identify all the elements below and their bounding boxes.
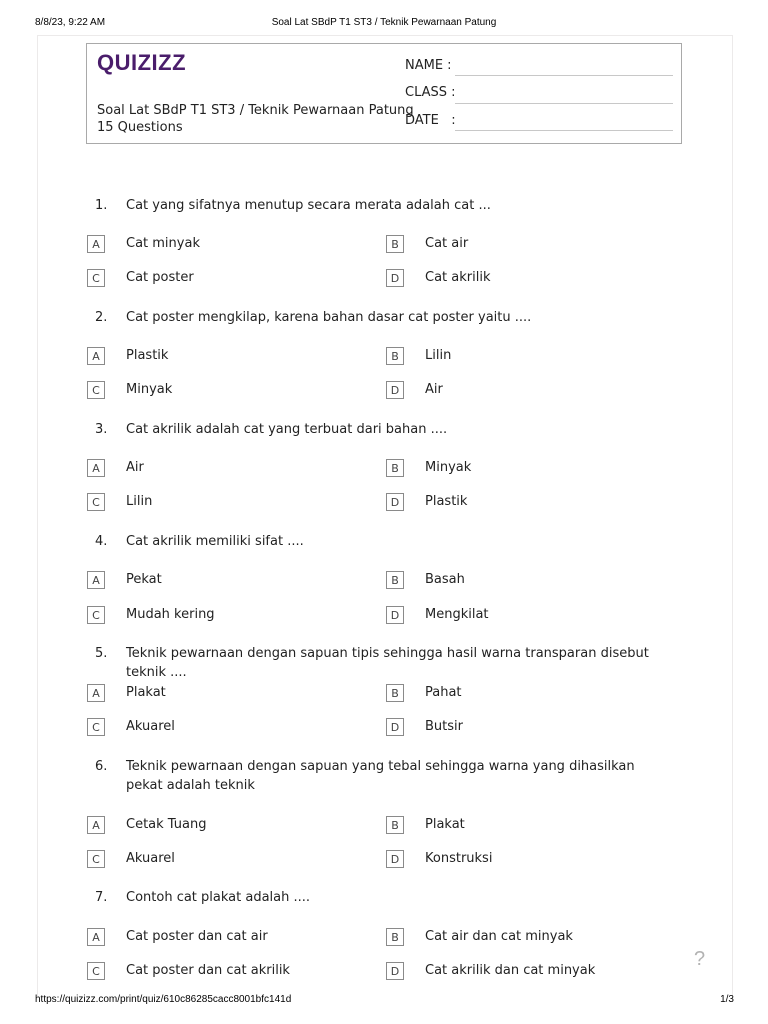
option-text: Cat akrilik dan cat minyak <box>425 963 596 978</box>
quiz-title: Soal Lat SBdP T1 ST3 / Teknik Pewarnaan Patung <box>97 103 414 118</box>
date-label: DATE : <box>405 113 456 128</box>
option-text: Pahat <box>425 685 462 700</box>
option-text: Minyak <box>425 460 472 475</box>
print-title: Soal Lat SBdP T1 ST3 / Teknik Pewarnaan Patung <box>271 17 497 28</box>
option-text: Air <box>126 460 144 475</box>
option-text: Mudah kering <box>126 607 215 622</box>
question-text: Teknik pewarnaan dengan sapuan yang tebal sehingga warna yang dihasilkan pekat adalah teknik <box>126 759 635 793</box>
option-letter-box: C <box>87 381 105 399</box>
option-text: Plastik <box>425 494 468 509</box>
option-letter-box: D <box>386 718 404 736</box>
option-text: Basah <box>425 572 465 587</box>
option-text: Cat poster dan cat air <box>126 929 268 944</box>
option-letter-box: D <box>386 606 404 624</box>
option-letter-box: A <box>87 928 105 946</box>
option-letter-box: B <box>386 347 404 365</box>
option-letter-box: C <box>87 718 105 736</box>
print-timestamp: 8/8/23, 9:22 AM <box>35 17 106 28</box>
question-text: Cat akrilik memiliki sifat .... <box>126 534 304 549</box>
option-text: Lilin <box>425 348 452 363</box>
option-text: Cat air dan cat minyak <box>425 929 573 944</box>
print-header <box>0 17 768 31</box>
option-text: Cetak Tuang <box>126 817 207 832</box>
option-letter-box: C <box>87 493 105 511</box>
quiz-header-box <box>86 43 682 144</box>
option-letter-box: D <box>386 493 404 511</box>
option-letter-box: D <box>386 850 404 868</box>
option-text: Plakat <box>425 817 465 832</box>
option-text: Cat minyak <box>126 236 200 251</box>
question-number: 4. <box>95 534 108 549</box>
class-label: CLASS : <box>405 85 456 100</box>
option-letter-box: A <box>87 235 105 253</box>
option-text: Cat poster <box>126 270 194 285</box>
option-text: Konstruksi <box>425 851 493 866</box>
option-text: Akuarel <box>126 719 175 734</box>
option-text: Plastik <box>126 348 169 363</box>
option-text: Akuarel <box>126 851 175 866</box>
question-number: 5. <box>95 646 108 661</box>
name-label: NAME : <box>405 58 452 73</box>
option-letter-box: A <box>87 816 105 834</box>
option-letter-box: A <box>87 571 105 589</box>
help-icon[interactable]: ? <box>694 948 706 970</box>
option-text: Minyak <box>126 382 173 397</box>
option-letter-box: A <box>87 684 105 702</box>
question-text: Cat poster mengkilap, karena bahan dasar cat poster yaitu .... <box>126 310 532 325</box>
question-text: Cat akrilik adalah cat yang terbuat dari bahan .... <box>126 422 448 437</box>
option-text: Plakat <box>126 685 166 700</box>
option-text: Air <box>425 382 443 397</box>
option-letter-box: C <box>87 962 105 980</box>
class-line <box>455 102 673 104</box>
option-letter-box: A <box>87 459 105 477</box>
option-letter-box: B <box>386 571 404 589</box>
option-text: Cat air <box>425 236 469 251</box>
print-url: https://quizizz.com/print/quiz/610c86285cacc8001bfc141d <box>35 994 292 1005</box>
option-letter-box: C <box>87 850 105 868</box>
option-letter-box: A <box>87 347 105 365</box>
name-line <box>455 74 673 76</box>
option-text: Mengkilat <box>425 607 489 622</box>
option-letter-box: C <box>87 269 105 287</box>
question-number: 1. <box>95 198 108 213</box>
question-number: 6. <box>95 759 108 774</box>
option-letter-box: D <box>386 269 404 287</box>
question-text: Cat yang sifatnya menutup secara merata adalah cat ... <box>126 198 491 213</box>
option-text: Butsir <box>425 719 463 734</box>
option-letter-box: B <box>386 928 404 946</box>
print-footer <box>0 994 768 1008</box>
option-text: Cat poster dan cat akrilik <box>126 963 290 978</box>
option-letter-box: C <box>87 606 105 624</box>
option-letter-box: B <box>386 235 404 253</box>
option-text: Cat akrilik <box>425 270 491 285</box>
page-number: 1/3 <box>720 994 734 1005</box>
question-count: 15 Questions <box>97 120 183 135</box>
option-letter-box: D <box>386 381 404 399</box>
option-text: Pekat <box>126 572 162 587</box>
question-number: 7. <box>95 890 108 905</box>
option-letter-box: D <box>386 962 404 980</box>
question-number: 3. <box>95 422 108 437</box>
option-letter-box: B <box>386 816 404 834</box>
date-line <box>455 129 673 131</box>
option-text: Lilin <box>126 494 153 509</box>
question-text: Teknik pewarnaan dengan sapuan tipis sehingga hasil warna transparan disebut teknik .... <box>126 646 649 680</box>
option-letter-box: B <box>386 459 404 477</box>
question-text: Contoh cat plakat adalah .... <box>126 890 311 905</box>
quizizz-logo: QUIZIZZ <box>97 50 187 75</box>
option-letter-box: B <box>386 684 404 702</box>
question-number: 2. <box>95 310 108 325</box>
